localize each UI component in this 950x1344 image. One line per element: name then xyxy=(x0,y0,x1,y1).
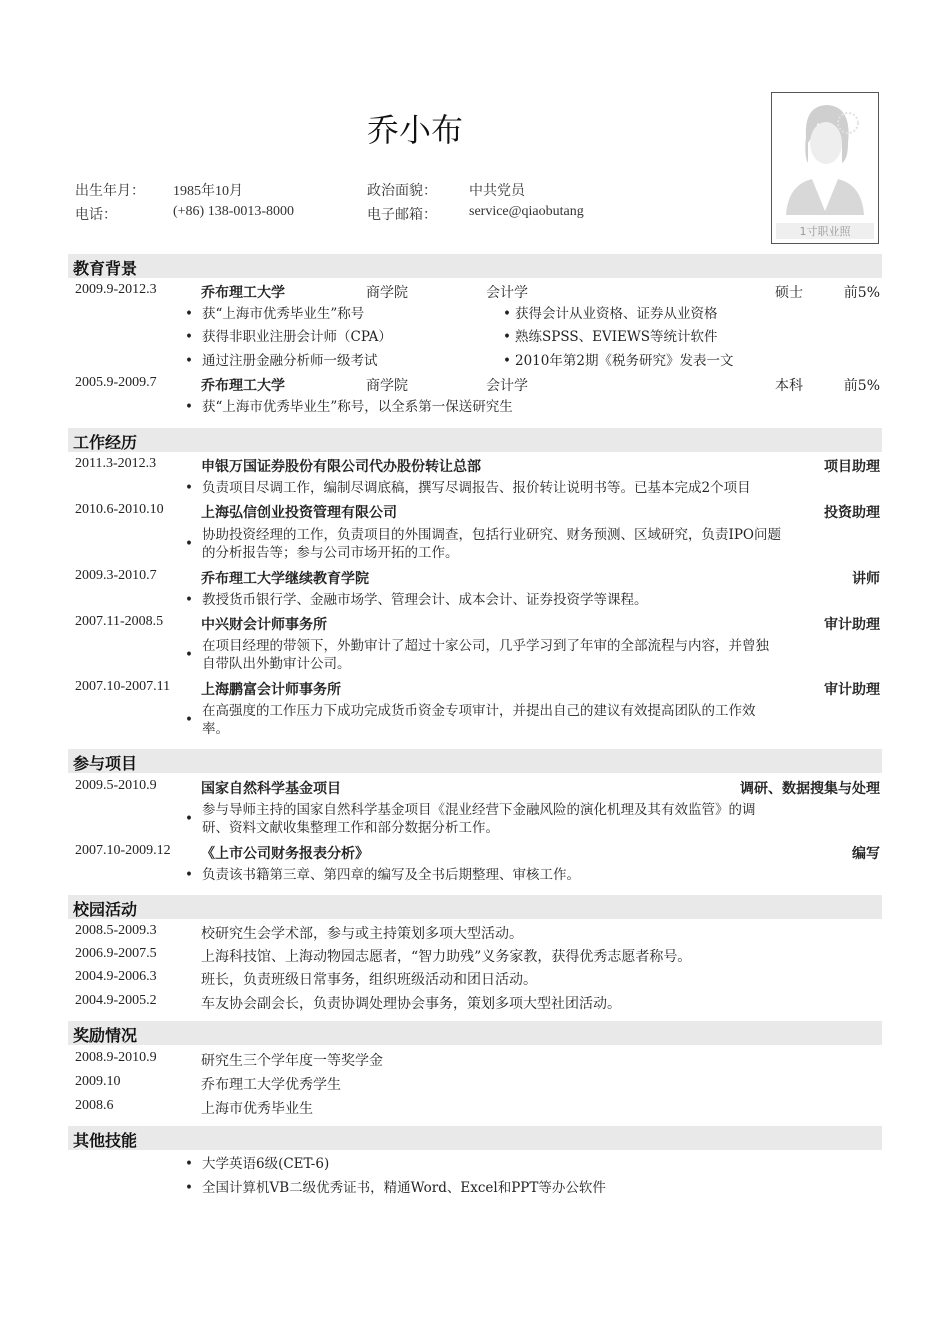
section-work xyxy=(68,428,882,452)
work-row xyxy=(75,502,880,524)
work-role: 项目助理 xyxy=(824,459,880,475)
phone-label: 电话： xyxy=(75,207,117,223)
project-date: 2009.5-2010.9 xyxy=(75,778,157,793)
bullet-item: • 协助投资经理的工作，负责项目的外围调查，包括行业研究、财务预测、区域研究，负责IPO问题 的分析报告等；参与公司市场开拓的工作。 xyxy=(185,527,781,561)
campus-row: 2004.9-2005.2 车友协会副会长，负责协调处理协会事务，策划多项大型社团活动。 xyxy=(75,993,621,1012)
work-org: 乔布理工大学继续教育学院 xyxy=(201,571,369,587)
work-org: 中兴财会计师事务所 xyxy=(201,617,327,633)
project-date: 2007.10-2009.12 xyxy=(75,843,171,858)
edu-rank: 前5% xyxy=(843,378,880,394)
work-role: 审计助理 xyxy=(824,617,880,633)
project-role: 编写 xyxy=(852,846,880,862)
edu-school: 乔布理工大学 xyxy=(201,378,285,394)
profile-photo xyxy=(771,92,879,244)
edu-school: 乔布理工大学 xyxy=(201,285,285,301)
section-skills xyxy=(68,1126,882,1150)
phone-value: (+86) 138-0013-8000 xyxy=(173,204,295,219)
candidate-name: 乔小布 xyxy=(366,111,463,149)
edu-college: 商学院 xyxy=(366,378,408,394)
project-name: 国家自然科学基金项目 xyxy=(201,781,341,797)
project-name: 《上市公司财务报表分析》 xyxy=(201,846,369,862)
section-awards xyxy=(68,1021,882,1045)
work-role: 讲师 xyxy=(852,571,880,587)
work-date: 2009.3-2010.7 xyxy=(75,568,157,583)
edu-date: 2005.9-2009.7 xyxy=(75,375,157,390)
section-title: 参与项目 xyxy=(73,754,138,773)
work-row xyxy=(75,456,880,478)
project-row xyxy=(75,778,880,800)
section-title: 奖励情况 xyxy=(73,1026,138,1045)
campus-row: 2008.5-2009.3 校研究生会学术部，参与或主持策划多项大型活动。 xyxy=(75,923,523,942)
edu-major: 会计学 xyxy=(486,378,528,394)
section-projects xyxy=(68,749,882,773)
project-row xyxy=(75,843,880,865)
edu-rank: 前5% xyxy=(843,285,880,301)
award-row: 2008.9-2010.9 研究生三个学年度一等奖学金 xyxy=(75,1050,383,1069)
bullet-item: • 在项目经理的带领下，外勤审计了超过十家公司，几乎学习到了年审的全部流程与内容，并曾独 自带队出外勤审计公司。 xyxy=(185,638,769,672)
bullet-item: • 参与导师主持的国家自然科学基金项目《混业经营下金融风险的演化机理及其有效监管》的调 研、资料文献收集整理工作和部分数据分析工作。 xyxy=(185,802,756,836)
award-row: 2009.10 乔布理工大学优秀学生 xyxy=(75,1074,341,1093)
work-org: 申银万国证券股份有限公司代办股份转让总部 xyxy=(201,459,481,475)
section-title: 工作经历 xyxy=(73,433,138,452)
work-date: 2007.10-2007.11 xyxy=(75,679,171,694)
work-role: 审计助理 xyxy=(824,682,880,698)
work-org: 上海弘信创业投资管理有限公司 xyxy=(201,505,397,521)
photo-caption: 1寸职业照 xyxy=(799,225,851,238)
section-title: 教育背景 xyxy=(73,259,138,278)
project-role: 调研、数据搜集与处理 xyxy=(740,781,880,797)
work-date: 2010.6-2010.10 xyxy=(75,502,164,517)
work-date: 2007.11-2008.5 xyxy=(75,614,164,629)
section-campus xyxy=(68,895,882,919)
work-date: 2011.3-2012.3 xyxy=(75,456,157,471)
edu-college: 商学院 xyxy=(366,285,408,301)
edu-row xyxy=(75,375,880,397)
award-row: 2008.6 上海市优秀毕业生 xyxy=(75,1098,313,1117)
section-title: 其他技能 xyxy=(73,1131,138,1150)
work-org: 上海鹏富会计师事务所 xyxy=(201,682,341,698)
work-role: 投资助理 xyxy=(824,505,880,521)
edu-major: 会计学 xyxy=(486,285,528,301)
avatar-placeholder-icon xyxy=(772,93,878,243)
email-label: 电子邮箱： xyxy=(367,207,437,223)
birth-value: 1985年10月 xyxy=(173,184,243,199)
email-value: service@qiaobutang xyxy=(469,204,584,219)
edu-degree: 硕士 xyxy=(775,285,803,301)
section-education xyxy=(68,254,882,278)
campus-row: 2006.9-2007.5 上海科技馆、上海动物园志愿者，“智力助残”义务家教，获得优秀志愿者称号。 xyxy=(75,946,692,965)
section-title: 校园活动 xyxy=(73,900,138,919)
party-label: 政治面貌： xyxy=(367,183,437,199)
campus-row: 2004.9-2006.3 班长，负责班级日常事务，组织班级活动和团日活动。 xyxy=(75,969,537,988)
birth-label: 出生年月： xyxy=(75,183,145,199)
edu-date: 2009.9-2012.3 xyxy=(75,282,157,297)
edu-row xyxy=(75,282,880,304)
work-row xyxy=(75,679,880,701)
work-row xyxy=(75,614,880,636)
work-row xyxy=(75,568,880,590)
bullet-item: • 在高强度的工作压力下成功完成货币资金专项审计，并提出自己的建议有效提高团队的工作效 率。 xyxy=(185,703,756,737)
party-value: 中共党员 xyxy=(469,183,525,199)
edu-degree: 本科 xyxy=(775,378,803,394)
